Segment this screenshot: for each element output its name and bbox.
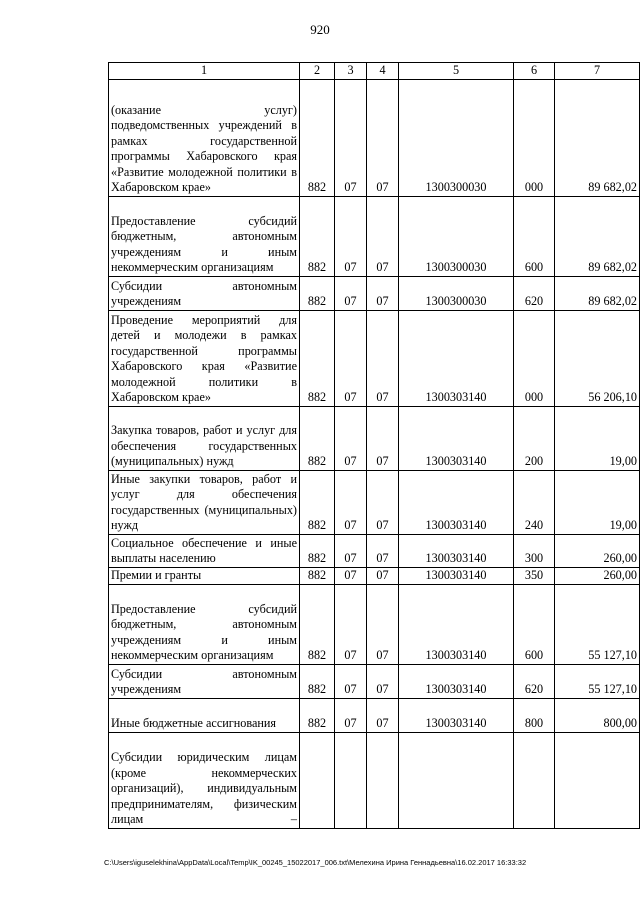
row-type: 000 <box>514 79 555 196</box>
row-code: 882 <box>300 310 335 406</box>
row-type: 240 <box>514 470 555 534</box>
row-subsection: 07 <box>367 79 399 196</box>
row-name: Субсидии автономным учреждениям <box>109 276 300 310</box>
row-type: 350 <box>514 567 555 584</box>
table-row <box>109 406 640 470</box>
row-target: 1300300030 <box>399 276 514 310</box>
row-subsection: 07 <box>367 584 399 664</box>
row-amount: 56 206,10 <box>555 310 640 406</box>
row-target: 1300303140 <box>399 470 514 534</box>
row-section: 07 <box>335 584 367 664</box>
row-target: 1300300030 <box>399 196 514 276</box>
row-amount: 19,00 <box>555 406 640 470</box>
header-col-3: 3 <box>335 63 367 80</box>
row-code: 882 <box>300 567 335 584</box>
row-type: 600 <box>514 196 555 276</box>
row-type: 620 <box>514 664 555 698</box>
row-code: 882 <box>300 276 335 310</box>
row-type: 300 <box>514 534 555 567</box>
table-row <box>109 196 640 276</box>
row-name: Социальное обеспечение и иные выплаты населению <box>109 534 300 567</box>
row-subsection: 07 <box>367 470 399 534</box>
row-code: 882 <box>300 470 335 534</box>
row-name: Закупка товаров, работ и услуг для обеспечения государственных (муниципальных) нужд <box>109 406 300 470</box>
header-col-5: 5 <box>399 63 514 80</box>
row-amount: 55 127,10 <box>555 664 640 698</box>
table-row <box>109 698 640 732</box>
row-target: 1300303140 <box>399 534 514 567</box>
table-header-row <box>109 63 640 80</box>
table-row <box>109 276 640 310</box>
row-code: 882 <box>300 79 335 196</box>
row-amount: 19,00 <box>555 470 640 534</box>
row-subsection: 07 <box>367 276 399 310</box>
row-section: 07 <box>335 406 367 470</box>
row-section: 07 <box>335 470 367 534</box>
row-code <box>300 732 335 828</box>
table-row <box>109 567 640 584</box>
row-amount: 89 682,02 <box>555 79 640 196</box>
footer-path: C:\Users\iguselekhina\AppData\Local\Temp\IK_00245_15022017_006.txt\Мелехина Ирина Геннадьевна\16.02.2017 16:33:32 <box>104 858 527 867</box>
table-row <box>109 79 640 196</box>
table-row <box>109 534 640 567</box>
row-section: 07 <box>335 310 367 406</box>
row-section <box>335 732 367 828</box>
row-code: 882 <box>300 196 335 276</box>
row-target: 1300303140 <box>399 310 514 406</box>
budget-table <box>108 62 640 829</box>
row-code: 882 <box>300 534 335 567</box>
row-code: 882 <box>300 698 335 732</box>
row-target: 1300300030 <box>399 79 514 196</box>
row-type: 000 <box>514 310 555 406</box>
page-number: 920 <box>310 22 330 37</box>
row-name: Субсидии юридическим лицам (кроме некоммерческих организаций), индивидуальным предпринимателям, физическим лицам – <box>109 732 300 828</box>
row-type: 200 <box>514 406 555 470</box>
row-code: 882 <box>300 584 335 664</box>
row-name: Проведение мероприятий для детей и молодежи в рамках государственной программы Хабаровского края «Развитие молодежной политики в Хабаровском крае» <box>109 310 300 406</box>
table-row <box>109 470 640 534</box>
row-subsection: 07 <box>367 310 399 406</box>
row-subsection: 07 <box>367 406 399 470</box>
row-subsection: 07 <box>367 196 399 276</box>
row-type: 800 <box>514 698 555 732</box>
row-type: 600 <box>514 584 555 664</box>
row-name: Премии и гранты <box>109 567 300 584</box>
table-row <box>109 310 640 406</box>
row-subsection <box>367 732 399 828</box>
row-code: 882 <box>300 406 335 470</box>
row-target: 1300303140 <box>399 664 514 698</box>
row-section: 07 <box>335 567 367 584</box>
row-subsection: 07 <box>367 534 399 567</box>
header-col-7: 7 <box>555 63 640 80</box>
row-subsection: 07 <box>367 567 399 584</box>
row-target: 1300303140 <box>399 698 514 732</box>
row-amount <box>555 732 640 828</box>
row-name: (оказание услуг) подведомственных учреждений в рамках государственной программы Хабаровского края «Развитие молодежной политики в Хабаровском крае» <box>109 79 300 196</box>
row-subsection: 07 <box>367 664 399 698</box>
header-col-4: 4 <box>367 63 399 80</box>
row-amount: 260,00 <box>555 534 640 567</box>
row-type: 620 <box>514 276 555 310</box>
header-col-6: 6 <box>514 63 555 80</box>
row-type <box>514 732 555 828</box>
row-amount: 89 682,02 <box>555 276 640 310</box>
row-section: 07 <box>335 664 367 698</box>
row-amount: 260,00 <box>555 567 640 584</box>
row-amount: 800,00 <box>555 698 640 732</box>
row-section: 07 <box>335 534 367 567</box>
row-target: 1300303140 <box>399 584 514 664</box>
table-row <box>109 732 640 828</box>
row-section: 07 <box>335 79 367 196</box>
table-row <box>109 584 640 664</box>
row-name: Субсидии автономным учреждениям <box>109 664 300 698</box>
row-section: 07 <box>335 276 367 310</box>
row-target: 1300303140 <box>399 567 514 584</box>
row-name: Предоставление субсидий бюджетным, автономным учреждениям и иным некоммерческим организациям <box>109 196 300 276</box>
row-amount: 89 682,02 <box>555 196 640 276</box>
table-row <box>109 664 640 698</box>
row-name: Предоставление субсидий бюджетным, автономным учреждениям и иным некоммерческим организациям <box>109 584 300 664</box>
row-code: 882 <box>300 664 335 698</box>
header-col-1: 1 <box>109 63 300 80</box>
row-amount: 55 127,10 <box>555 584 640 664</box>
row-target: 1300303140 <box>399 406 514 470</box>
row-section: 07 <box>335 698 367 732</box>
row-target <box>399 732 514 828</box>
row-name: Иные закупки товаров, работ и услуг для обеспечения государственных (муниципальных) нужд <box>109 470 300 534</box>
row-name: Иные бюджетные ассигнования <box>109 698 300 732</box>
row-subsection: 07 <box>367 698 399 732</box>
row-section: 07 <box>335 196 367 276</box>
header-col-2: 2 <box>300 63 335 80</box>
